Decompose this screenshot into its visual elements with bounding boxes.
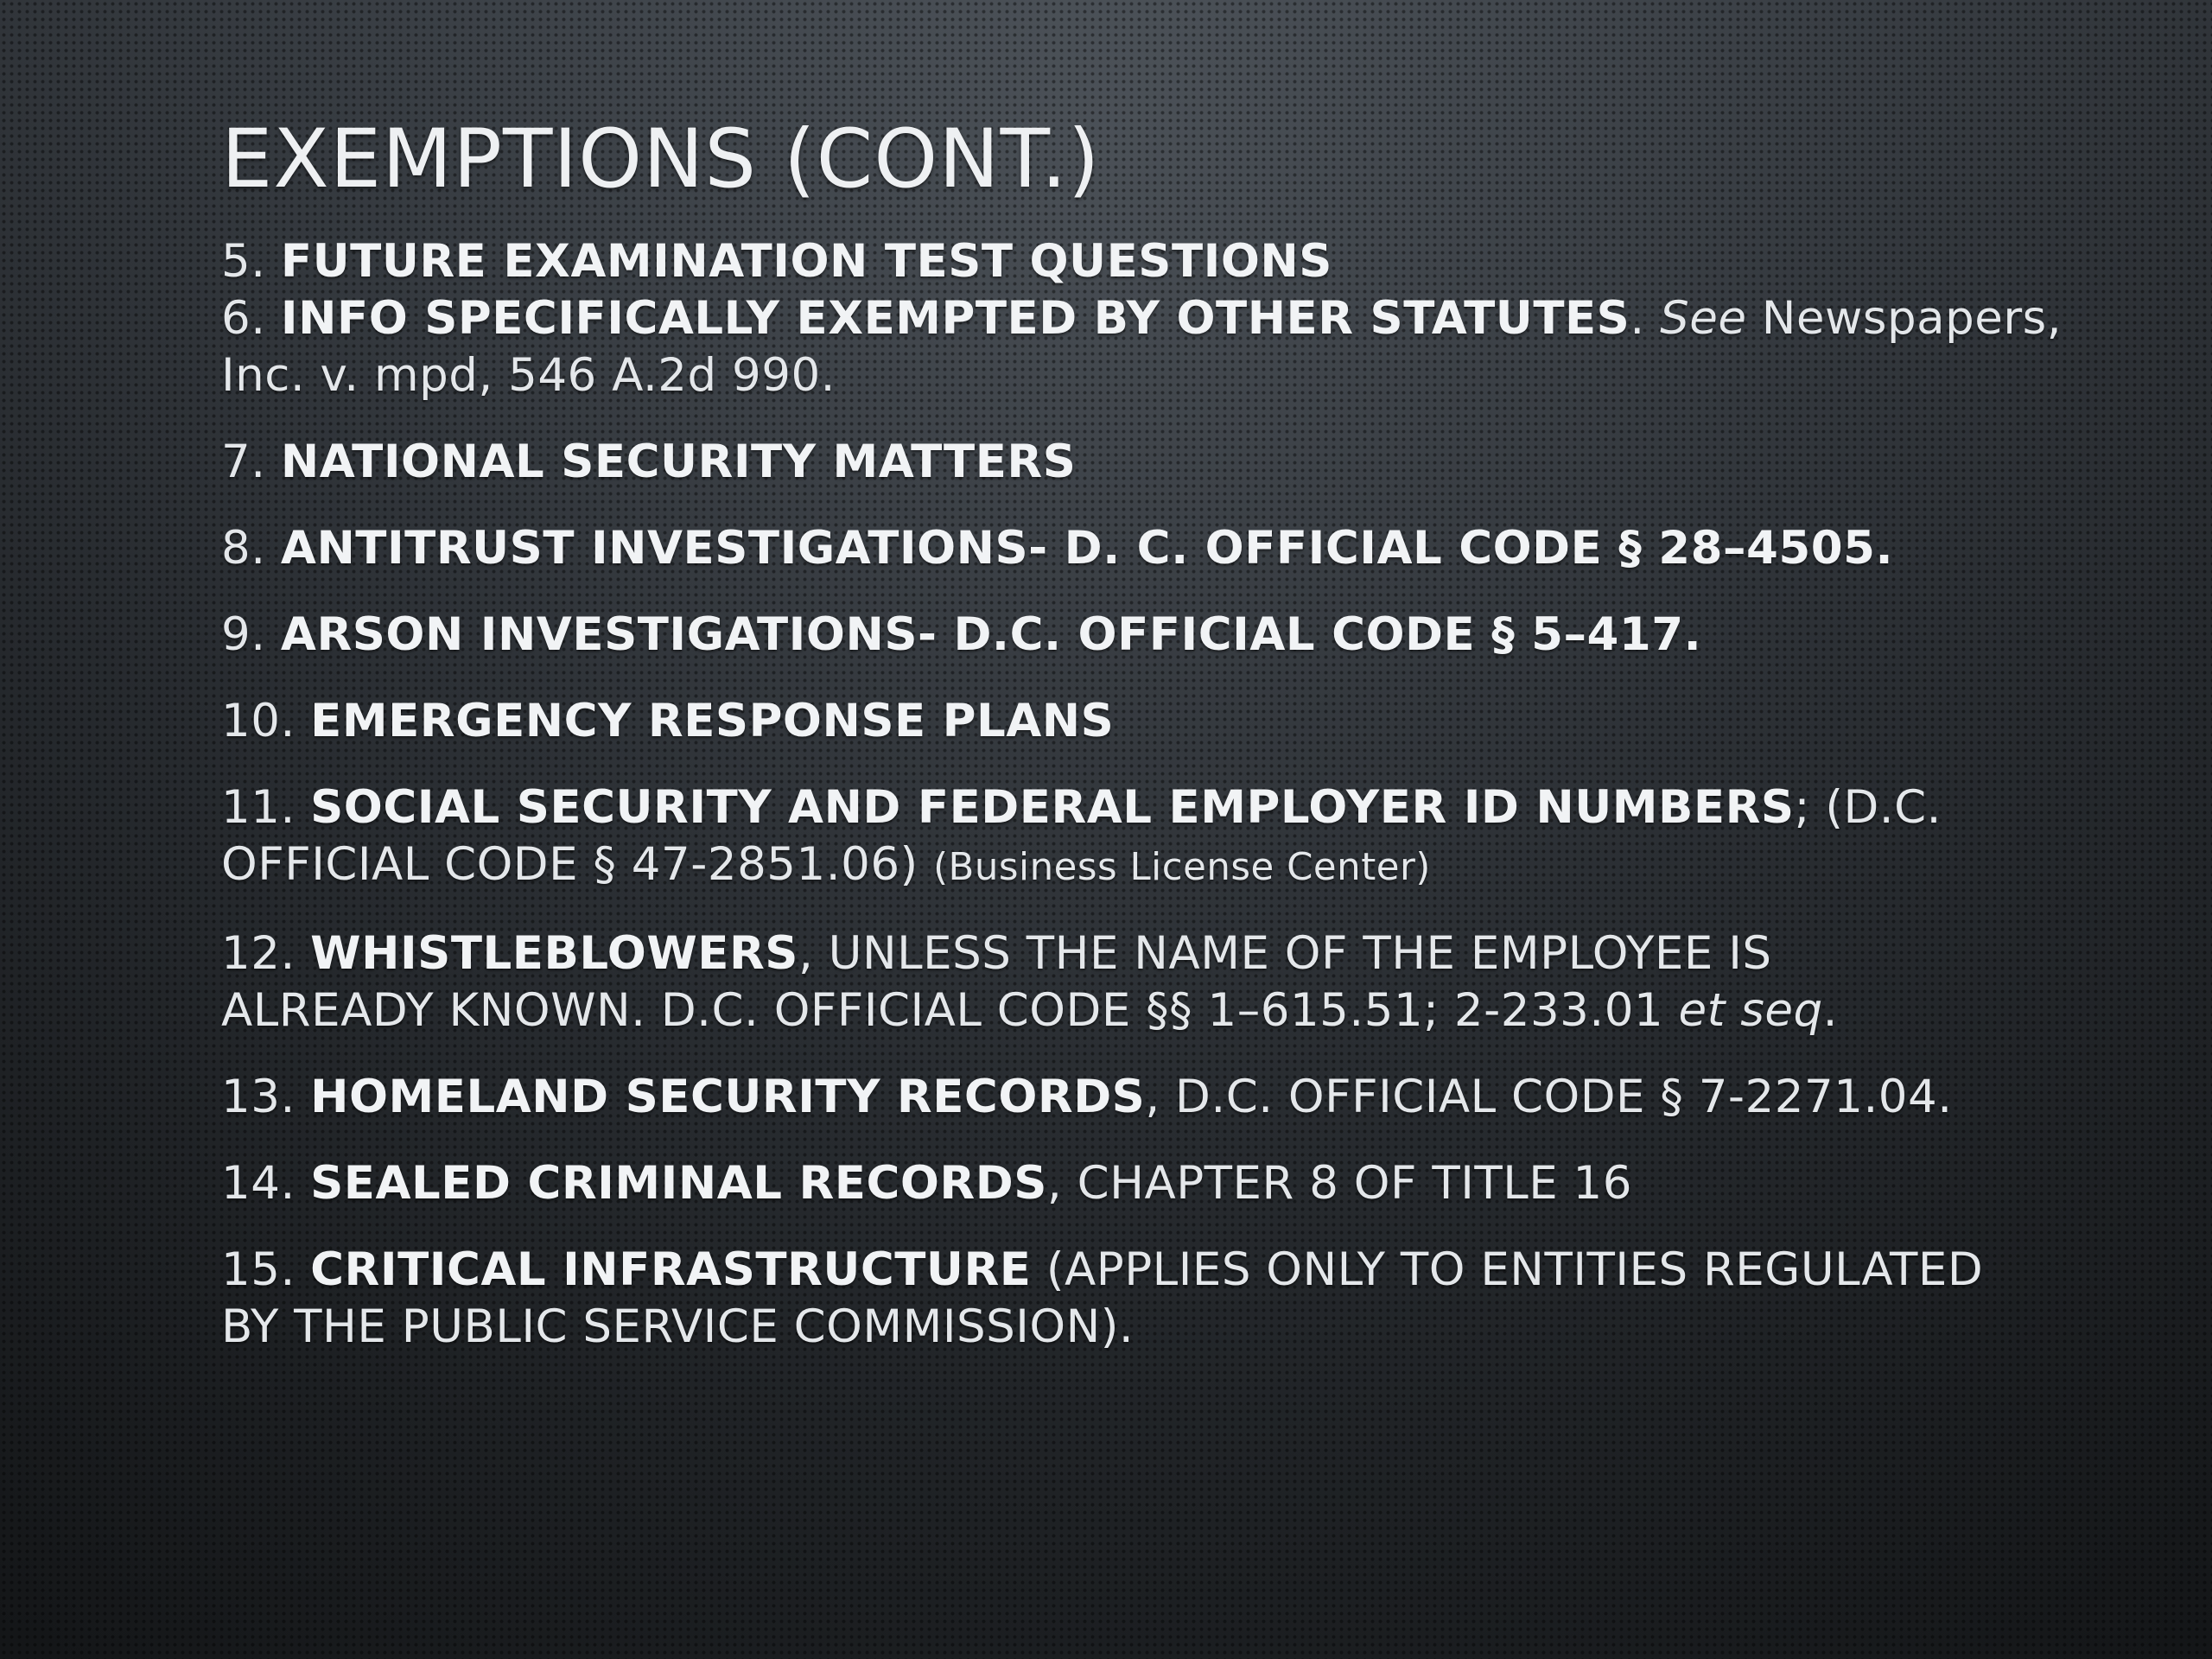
item-number: 11. bbox=[221, 781, 311, 834]
item-number: 15. bbox=[221, 1243, 311, 1296]
item-heading: SOCIAL SECURITY AND FEDERAL EMPLOYER ID NUMBERS bbox=[310, 781, 1795, 834]
item-heading: HOMELAND SECURITY RECORDS bbox=[310, 1071, 1146, 1123]
item-heading: EMERGENCY RESPONSE PLANS bbox=[310, 695, 1115, 747]
item-number: 14. bbox=[221, 1157, 311, 1210]
item-number: 6. bbox=[221, 292, 281, 345]
item-heading: ANTITRUST INVESTIGATIONS- D. C. OFFICIAL CODE § 28–4505. bbox=[280, 522, 1894, 575]
item-number: 10. bbox=[221, 695, 311, 747]
exemption-item-9 bbox=[221, 607, 2018, 664]
item-separator: . bbox=[1630, 292, 1661, 345]
exemption-item-10 bbox=[221, 693, 2018, 750]
exemption-item-7 bbox=[221, 434, 2018, 491]
item-scope-note-line2: BY THE PUBLIC SERVICE COMMISSION). bbox=[221, 1300, 1135, 1353]
item-number: 7. bbox=[221, 435, 281, 488]
exemptions-list bbox=[221, 233, 2063, 1356]
item-citation: , CHAPTER 8 OF TITLE 16 bbox=[1046, 1157, 1632, 1210]
item-heading: ARSON INVESTIGATIONS- D.C. OFFICIAL CODE § 5–417. bbox=[280, 608, 1702, 661]
item-heading: FUTURE EXAMINATION TEST QUESTIONS bbox=[280, 235, 1332, 288]
item-heading: INFO SPECIFICALLY EXEMPTED BY OTHER STATUTES bbox=[280, 292, 1630, 345]
item-citation: , D.C. OFFICIAL CODE § 7-2271.04. bbox=[1145, 1071, 1953, 1123]
item-heading: SEALED CRIMINAL RECORDS bbox=[310, 1157, 1047, 1210]
item-heading: NATIONAL SECURITY MATTERS bbox=[280, 435, 1077, 488]
item-see-signal: See bbox=[1660, 292, 1747, 345]
item-citation: ; (D.C. bbox=[1794, 781, 1942, 834]
item-citation-line2: Inc. v. mpd, 546 A.2d 990. bbox=[221, 349, 836, 402]
item-number: 12. bbox=[221, 927, 311, 980]
item-number: 8. bbox=[221, 522, 281, 575]
item-number: 5. bbox=[221, 235, 281, 288]
item-heading: WHISTLEBLOWERS bbox=[310, 927, 798, 980]
item-heading: CRITICAL INFRASTRUCTURE bbox=[310, 1243, 1032, 1296]
exemption-item-14 bbox=[221, 1155, 2018, 1212]
item-citation-line2: OFFICIAL CODE § 47-2851.06) bbox=[221, 838, 934, 891]
item-citation-line2: ALREADY KNOWN. D.C. OFFICIAL CODE §§ 1–615.51; 2-233.01 bbox=[221, 984, 1679, 1037]
item-agency-note: (Business License Center) bbox=[933, 846, 1431, 889]
exemption-item-12 bbox=[221, 925, 2018, 1039]
item-period: . bbox=[1822, 984, 1838, 1037]
item-et-seq: et seq bbox=[1678, 984, 1823, 1037]
exemption-item-15 bbox=[221, 1242, 2018, 1356]
exemption-item-8 bbox=[221, 520, 2018, 577]
exemption-item-13 bbox=[221, 1069, 2018, 1126]
item-scope-note: (APPLIES ONLY TO ENTITIES REGULATED bbox=[1031, 1243, 1984, 1296]
exemption-item-11 bbox=[221, 779, 2018, 896]
item-number: 9. bbox=[221, 608, 281, 661]
exemption-item-5 bbox=[221, 233, 2018, 290]
slide-title: EXEMPTIONS (CONT.) bbox=[221, 112, 1101, 207]
item-condition: , UNLESS THE NAME OF THE EMPLOYEE IS bbox=[798, 927, 1772, 980]
item-number: 13. bbox=[221, 1071, 311, 1123]
item-citation: Newspapers, bbox=[1746, 292, 2063, 345]
exemption-item-6 bbox=[221, 290, 2063, 404]
